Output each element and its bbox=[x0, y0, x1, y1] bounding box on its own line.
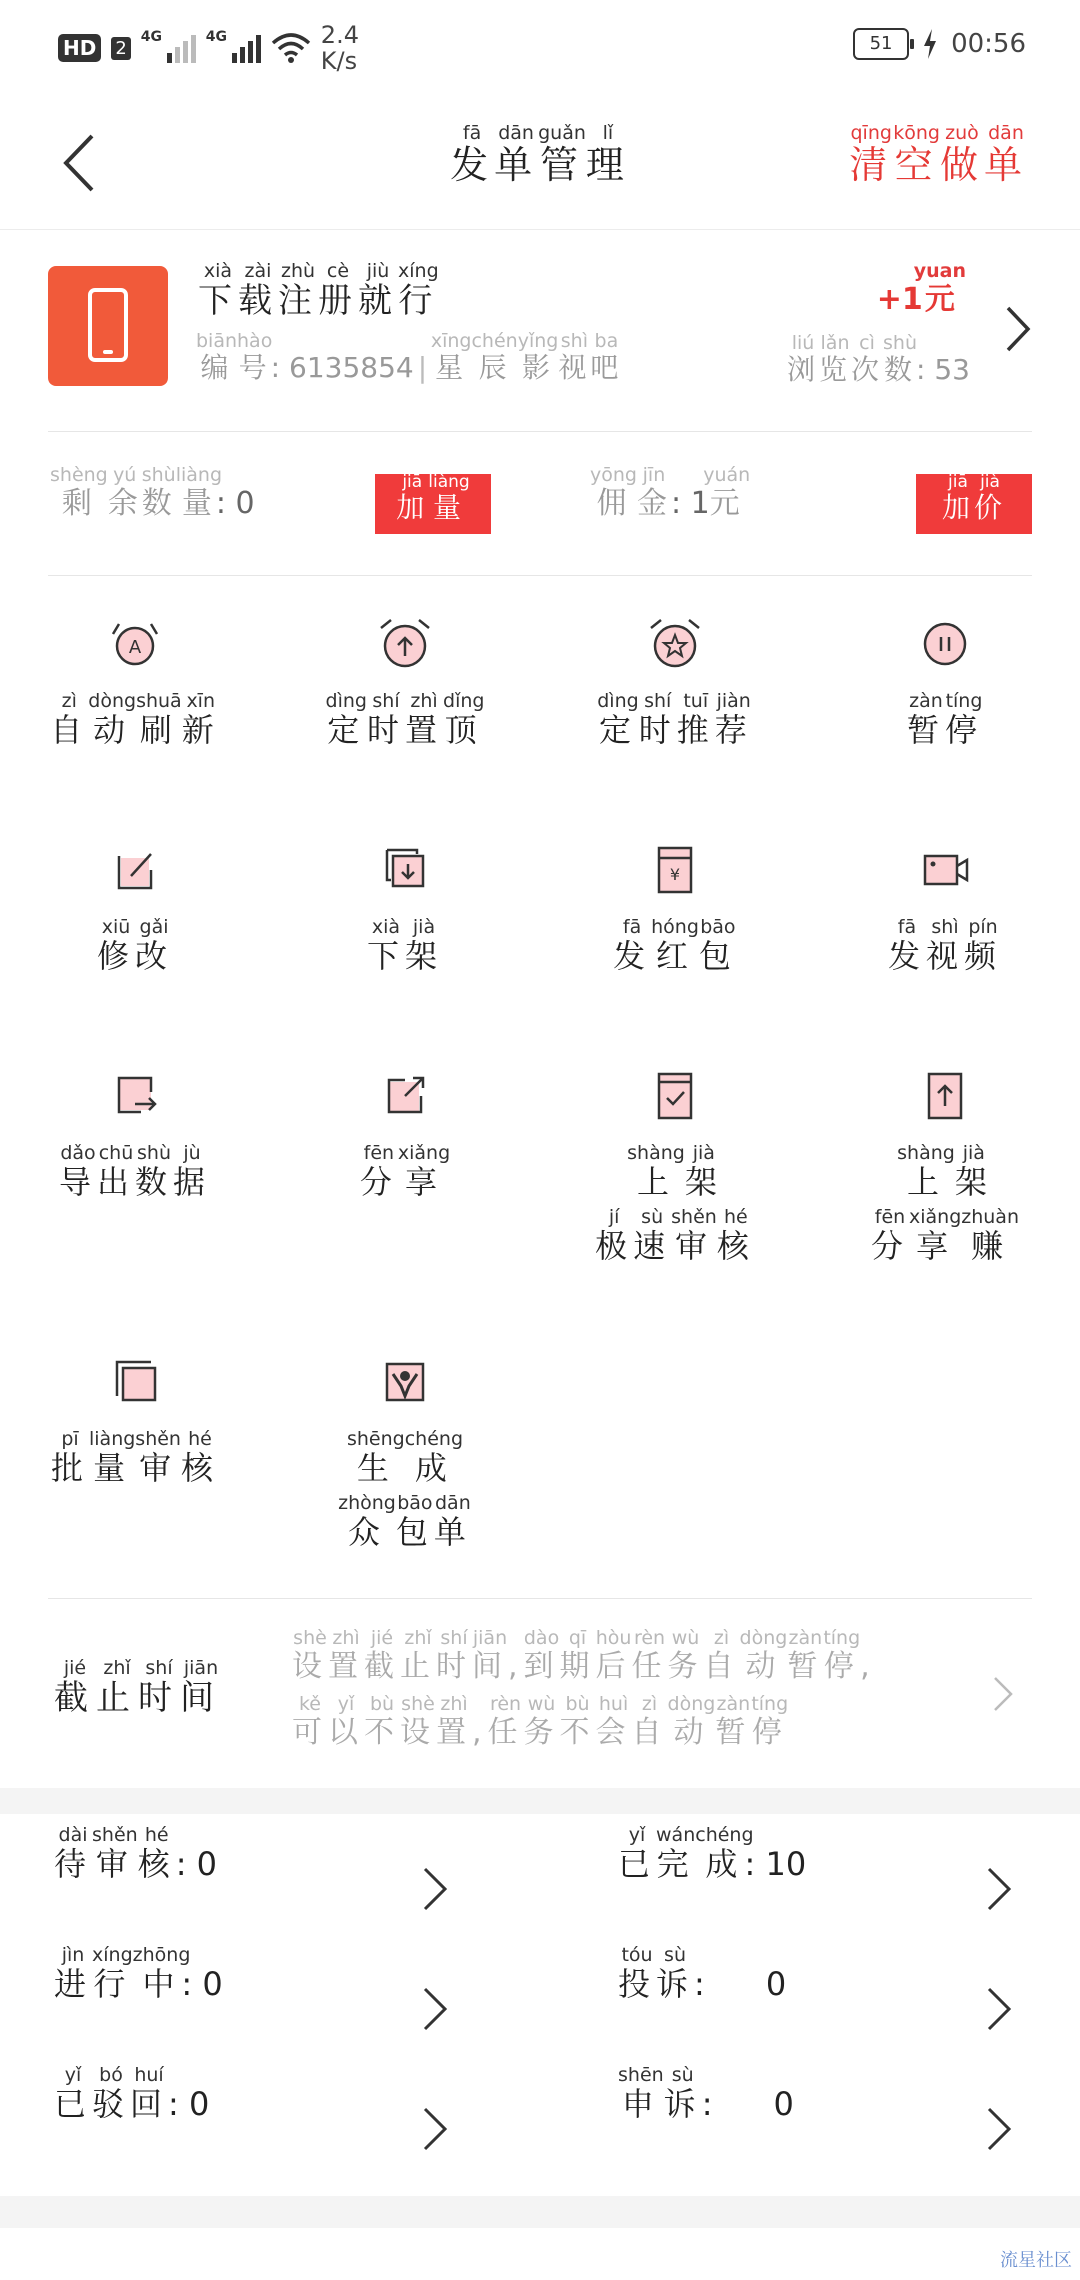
action-label-2: 极jí速sù审shěn核hé bbox=[595, 1206, 755, 1266]
action-share[interactable] bbox=[270, 1066, 540, 1204]
action-label-2: 众zhòng包bāo单dān bbox=[338, 1492, 472, 1552]
deadline-hint bbox=[292, 1629, 992, 1761]
action-timed-top[interactable] bbox=[270, 614, 540, 752]
commission-label: 佣yōng金jīn bbox=[590, 464, 671, 521]
remaining-label: 剩shèng余yú数shù量liàng bbox=[50, 464, 223, 521]
action-label: 批pī量liàng审shěn核hé bbox=[50, 1428, 219, 1487]
reward-amount: +1 bbox=[876, 282, 923, 317]
add-quantity-button[interactable]: 加jiā量liàng bbox=[375, 474, 491, 534]
action-edit[interactable] bbox=[0, 840, 270, 978]
watermark: 流星社区 bbox=[1000, 2250, 1072, 2271]
status-right bbox=[853, 28, 1026, 60]
action-label: 自zì动dòng刷shuā新xīn bbox=[50, 690, 220, 749]
battery-icon: 51 bbox=[853, 28, 909, 60]
remaining-value: : 0 bbox=[215, 486, 255, 521]
action-take-down[interactable] bbox=[270, 840, 540, 978]
status-pending-review[interactable] bbox=[54, 1826, 217, 1885]
timed-top-icon bbox=[375, 614, 435, 674]
status-in-progress[interactable] bbox=[54, 1946, 223, 2005]
action-label: 定dìng时shí置zhì顶dǐng bbox=[325, 690, 485, 749]
page-title: 发fā单dān管guǎn理lǐ bbox=[450, 122, 630, 187]
task-id-label: 编biān号hào bbox=[196, 330, 273, 384]
deadline-row[interactable] bbox=[48, 1598, 1032, 1778]
clock: 00:56 bbox=[951, 29, 1026, 59]
action-auto-refresh[interactable] bbox=[0, 614, 270, 752]
speed-value: 2.4 bbox=[320, 21, 359, 49]
action-red-envelope[interactable] bbox=[540, 840, 810, 978]
action-fast-review[interactable] bbox=[540, 1066, 810, 1268]
section-divider bbox=[0, 1788, 1080, 1814]
batch-review-icon bbox=[105, 1352, 165, 1412]
action-batch-review[interactable] bbox=[0, 1352, 270, 1490]
status-value: : 0 bbox=[181, 1965, 223, 2003]
commission-value: : 1 bbox=[670, 486, 710, 521]
pause-icon bbox=[915, 614, 975, 674]
task-meta: 编biān号hào: 6135854 |星xīng辰chén影yǐng视shì吧ba bbox=[196, 330, 623, 384]
charging-icon bbox=[923, 29, 937, 59]
action-label: 上shàng架jià bbox=[627, 1142, 723, 1201]
svg-text:A: A bbox=[128, 637, 142, 658]
hd-badge: HD bbox=[58, 34, 101, 62]
status-value: : 0 bbox=[168, 2085, 210, 2123]
action-label-2: 分fēn享xiǎng赚zhuàn bbox=[870, 1206, 1019, 1266]
export-icon bbox=[105, 1066, 165, 1126]
action-timed-recommend[interactable] bbox=[540, 614, 810, 752]
speed-unit: K/s bbox=[320, 47, 358, 75]
chevron-right-icon[interactable] bbox=[992, 1675, 1014, 1713]
action-label: 分fēn享xiǎng bbox=[359, 1142, 451, 1201]
action-label: 修xiū改gǎi bbox=[96, 916, 174, 975]
fast-review-icon bbox=[645, 1066, 705, 1126]
action-label: 生shēng成chéng bbox=[346, 1428, 463, 1487]
task-category: 星xīng辰chén影yǐng视shì吧ba bbox=[430, 330, 623, 384]
action-label: 定dìng时shí推tuī荐jiàn bbox=[597, 690, 753, 749]
red-envelope-icon bbox=[645, 840, 705, 900]
action-export[interactable] bbox=[0, 1066, 270, 1204]
reward-unit: 元yuan bbox=[913, 260, 966, 317]
deadline-hint-line-2: 可kě以yǐ不bù设shè置zhì,任rèn务wù不bù会huì自zì动dòng暂zàn停tíng bbox=[292, 1693, 789, 1750]
deadline-hint-line-1: 设shè置zhì截jié止zhǐ时shí间jiān,到dào期qī后hòu任rèn务wù自zì动dòng暂zàn停tíng, bbox=[292, 1627, 876, 1684]
quantity-row bbox=[48, 462, 1032, 576]
auto-refresh-icon bbox=[105, 614, 165, 674]
nav-header bbox=[0, 100, 1080, 230]
timed-recommend-icon bbox=[645, 614, 705, 674]
network-type-2: 4G bbox=[205, 29, 228, 45]
action-label: 发fā视shì频pín bbox=[887, 916, 1003, 975]
status-label: 投tóu诉sù bbox=[618, 1944, 695, 2003]
chevron-right-icon[interactable] bbox=[986, 1986, 1012, 2032]
action-video[interactable] bbox=[810, 840, 1080, 978]
chevron-right-icon[interactable] bbox=[1002, 304, 1032, 354]
take-down-icon bbox=[375, 840, 435, 900]
status-value: : 0 bbox=[694, 1965, 787, 2003]
signal-icon-2 bbox=[205, 29, 261, 63]
task-views bbox=[787, 334, 970, 388]
status-left bbox=[58, 22, 359, 74]
svg-text:¥: ¥ bbox=[669, 865, 681, 884]
status-label: 进jìn行xíng中zhōng bbox=[54, 1944, 191, 2003]
status-rejected[interactable] bbox=[54, 2066, 209, 2125]
chevron-right-icon[interactable] bbox=[422, 1866, 448, 1912]
chevron-right-icon[interactable] bbox=[986, 1866, 1012, 1912]
network-speed bbox=[321, 22, 359, 74]
status-appeal[interactable] bbox=[618, 2066, 794, 2125]
action-label: 上shàng架jià bbox=[897, 1142, 993, 1201]
action-pause[interactable] bbox=[810, 614, 1080, 752]
task-id-value: : 6135854 bbox=[270, 351, 414, 384]
add-price-button[interactable]: 加jiā价jià bbox=[916, 474, 1032, 534]
status-label: 已yǐ完wán成chéng bbox=[618, 1824, 754, 1883]
action-label: 导dǎo出chū数shù据jù bbox=[58, 1142, 212, 1201]
status-value: : 0 bbox=[701, 2085, 794, 2123]
views-label: 浏liú览lǎn次cì数shù bbox=[786, 332, 918, 386]
action-label: 下xià架jià bbox=[366, 916, 444, 975]
share-icon bbox=[375, 1066, 435, 1126]
action-share-earn[interactable] bbox=[810, 1066, 1080, 1268]
status-label: 已yǐ驳bó回huí bbox=[54, 2064, 169, 2123]
wifi-icon bbox=[271, 31, 311, 65]
sim-badge: 2 bbox=[111, 37, 130, 60]
signal-icon-1 bbox=[140, 29, 196, 63]
bottom-divider bbox=[0, 2196, 1080, 2228]
status-label: 申shēn诉sù bbox=[618, 2064, 702, 2123]
status-value: : 10 bbox=[744, 1845, 807, 1883]
task-phone-icon bbox=[48, 266, 168, 386]
share-earn-icon bbox=[915, 1066, 975, 1126]
status-bar bbox=[0, 0, 1080, 100]
status-label: 待dài审shěn核hé bbox=[54, 1824, 176, 1883]
action-label: 发fā红hóng包bāo bbox=[613, 916, 737, 975]
action-label: 暂zàn停tíng bbox=[906, 690, 984, 749]
deadline-label: 截jié止zhǐ时shí间jiān bbox=[54, 1657, 222, 1718]
chevron-right-icon[interactable] bbox=[986, 2106, 1012, 2152]
video-icon bbox=[915, 840, 975, 900]
task-card[interactable] bbox=[48, 262, 1032, 432]
task-name: 下xià载zài注zhù册cè就jiù行xíng bbox=[198, 260, 439, 321]
chevron-right-icon[interactable] bbox=[422, 1986, 448, 2032]
network-type-1: 4G bbox=[140, 29, 163, 45]
chevron-right-icon[interactable] bbox=[422, 2106, 448, 2152]
action-crowd-order[interactable] bbox=[270, 1352, 540, 1554]
views-value: : 53 bbox=[916, 353, 970, 386]
status-complaint[interactable] bbox=[618, 1946, 786, 2005]
commission bbox=[590, 466, 750, 522]
task-reward bbox=[877, 262, 966, 318]
status-value: : 0 bbox=[175, 1845, 218, 1883]
edit-icon bbox=[105, 840, 165, 900]
commission-unit: 元yuán bbox=[703, 464, 751, 521]
crowd-order-icon bbox=[375, 1352, 435, 1412]
order-status-list bbox=[0, 1814, 1080, 2194]
status-completed[interactable] bbox=[618, 1826, 806, 1885]
clear-orders-button[interactable]: 清qīng空kōng做zuò单dān bbox=[849, 122, 1028, 187]
remaining-quantity bbox=[50, 466, 255, 522]
